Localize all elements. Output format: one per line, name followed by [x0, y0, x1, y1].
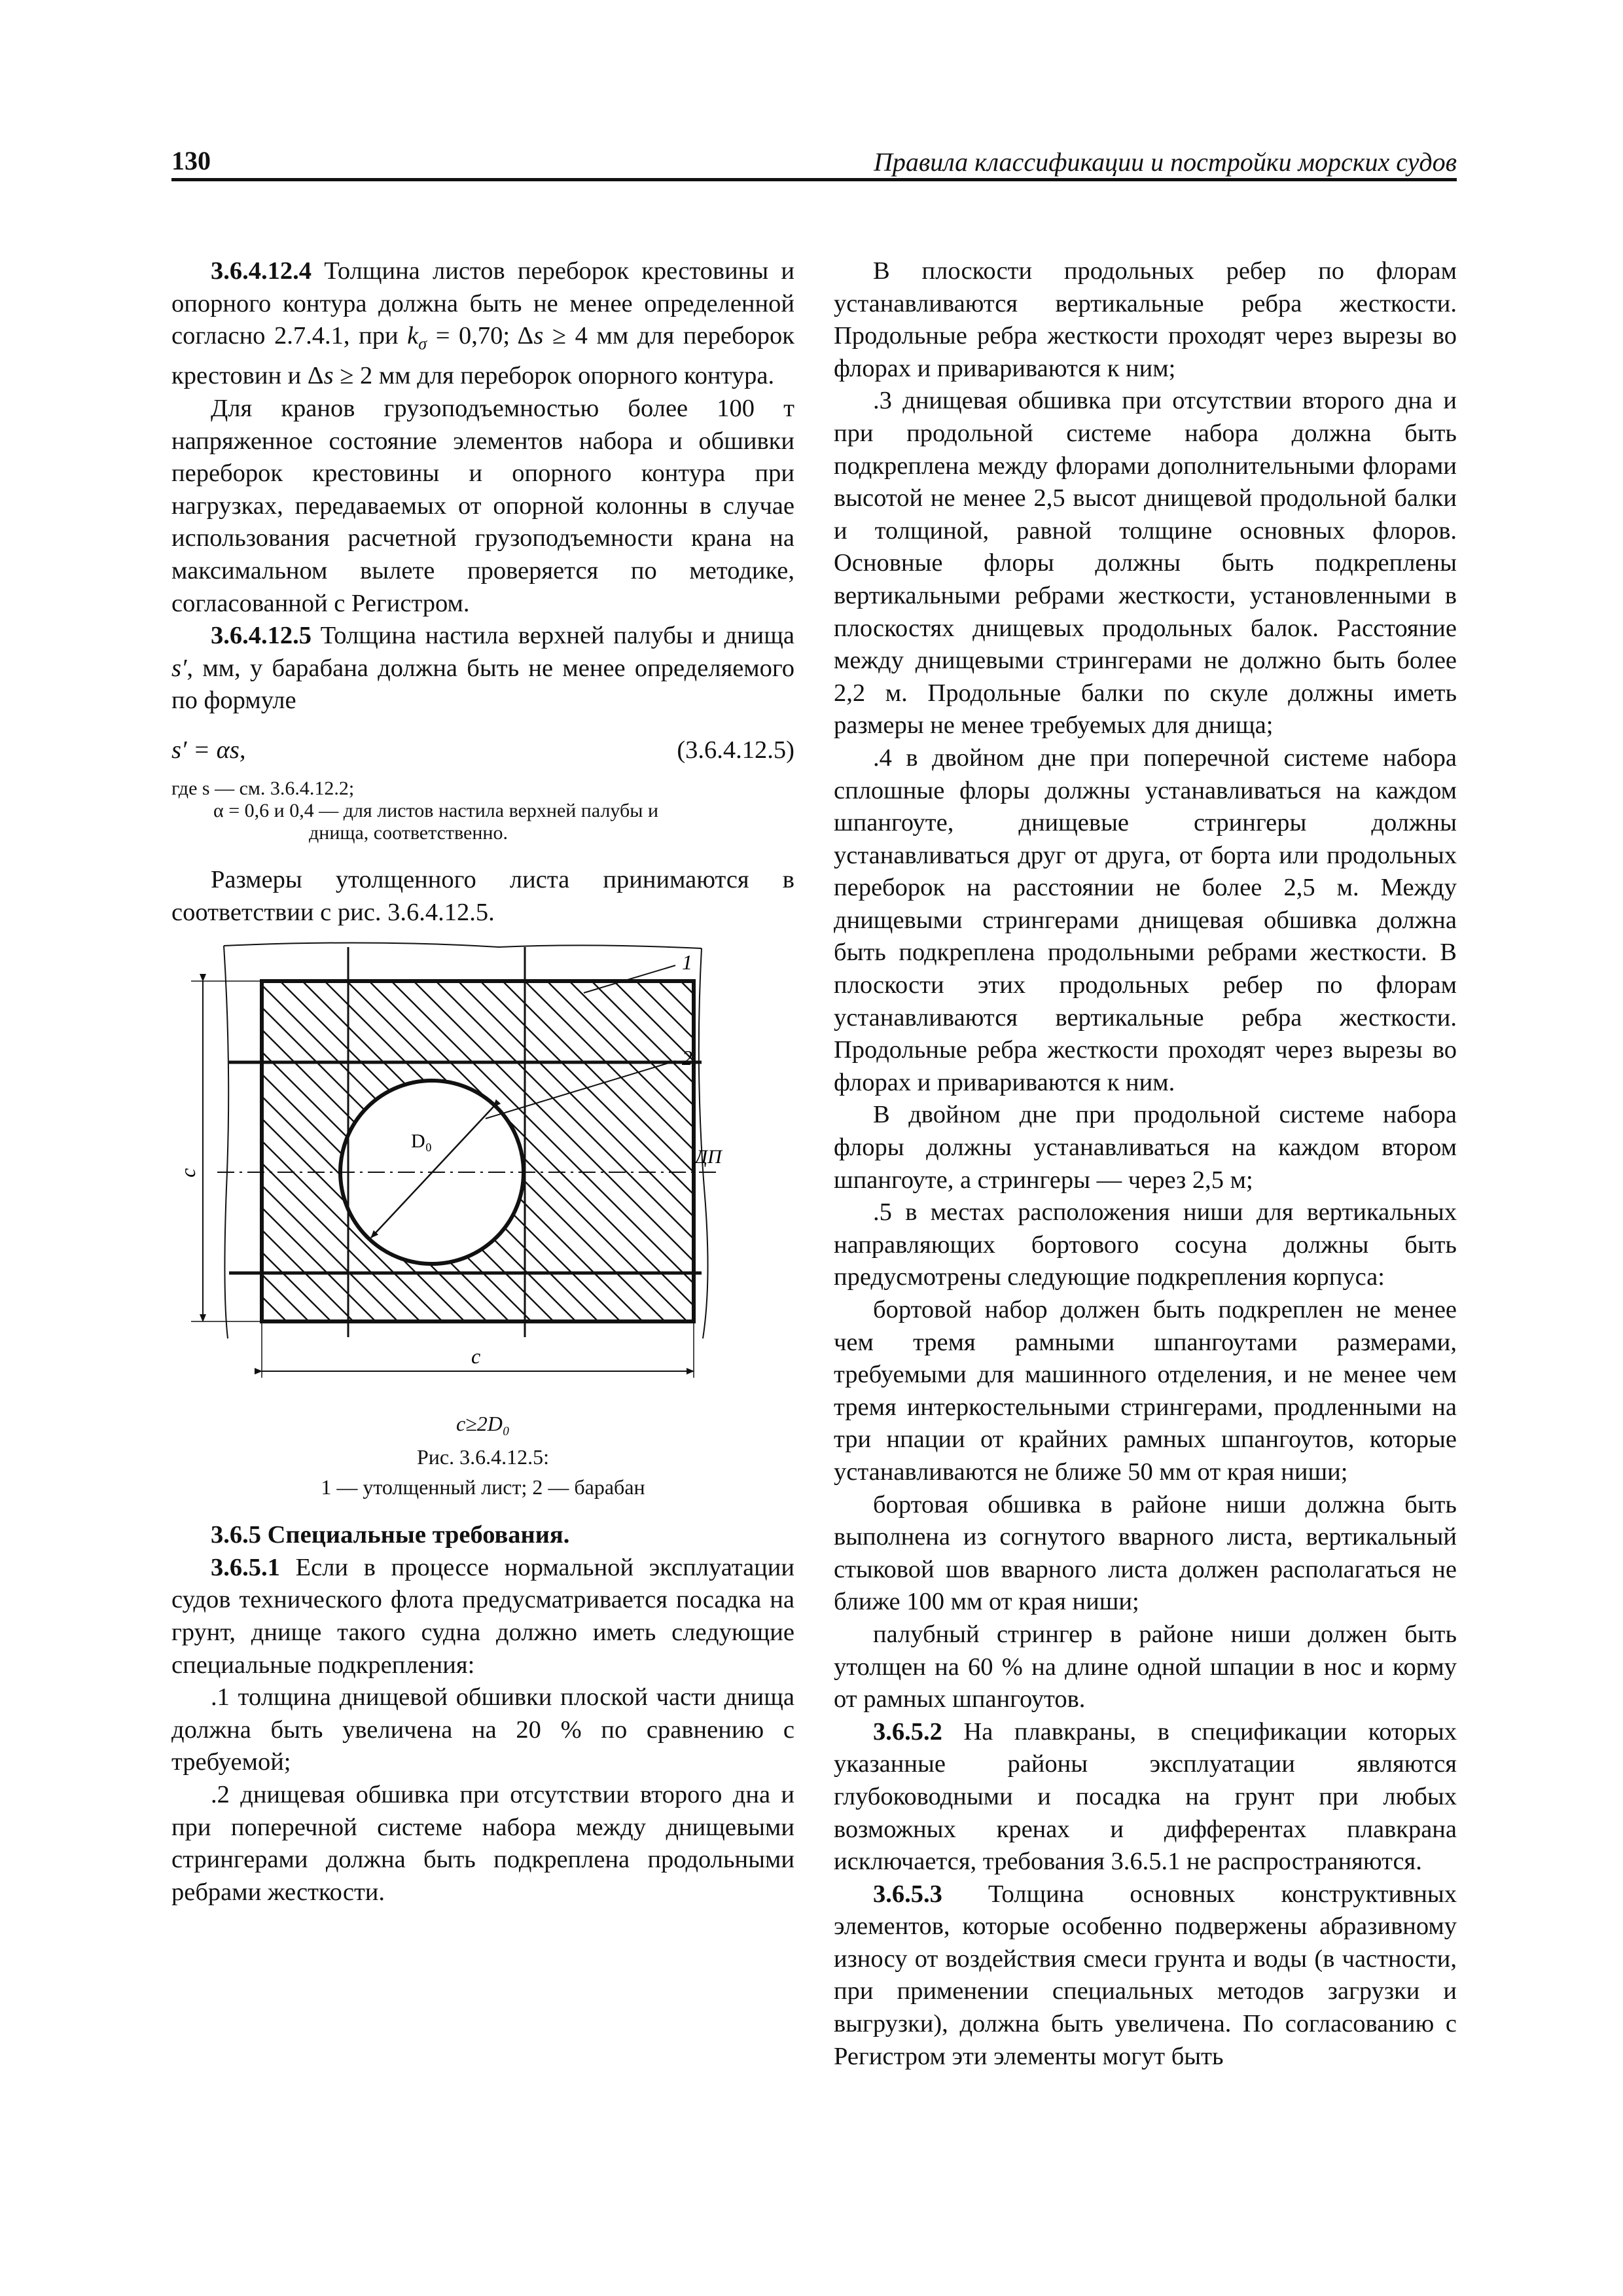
running-title: Правила классификации и постройки морских судов — [873, 147, 1457, 177]
text-run: ≥ 4 мм для переборок крестовин и Δ — [171, 322, 794, 390]
text-run: Толщина листов переборок крестовины и опорного контура должна быть не менее определенной согласно 2.7.4.1, при — [171, 257, 794, 350]
label-dp: ДП — [695, 1146, 722, 1168]
text-run: = 0,70; Δ — [427, 322, 534, 350]
formula-legend — [171, 778, 794, 844]
paragraph-3-6-5-2 — [834, 1716, 1457, 1878]
list-item-4: .4 в двойном дне при поперечной системе набора сплошные флоры должны устанавливаться на каждом шпангоуте, днищевые стрингеры должны устанавливаться друг от друга, от борта или продольных переборок на расстоянии не более 2,5 м. Между днищевыми стрингерами днищевая обшивка должна быть подкреплена продольными ребрами жесткости. В плоскости этих продольных ребер по флорам устанавливаются вертикальные ребра жесткости. Продольные ребра жесткости проходят через вырезы во флорах и привариваются к ним. — [834, 744, 1457, 1096]
paragraph-double-bottom: В двойном дне при продольной системе набора флоры должны устанавливаться на каждом втором шпангоуте, а стрингеры — через 2,5 м; — [834, 1101, 1457, 1194]
label-c-bottom: c — [471, 1344, 481, 1369]
figure-drawing — [171, 939, 794, 1397]
text-run: , мм, у барабана должна быть не менее определяемого по формуле — [171, 654, 794, 715]
text-run: ≥ 2 мм для переборок опорного контура. — [333, 362, 775, 390]
paragraph-3-6-5-1 — [171, 1552, 794, 1681]
section-number: 3.6.5 — [211, 1521, 261, 1549]
text-run: Толщина настила верхней палубы и днища — [312, 622, 794, 650]
paragraph-cranes: Для кранов грузоподъемностью более 100 т напряженное состояние элементов набора и обшивки переборок крестовины и опорного контура при нагрузках, передаваемых от опорной колонны в случае использования расчетной грузоподъемности крана на максимальном вылете проверяется по методике, согласованной с Регистром. — [171, 395, 794, 617]
paragraph-ribs: В плоскости продольных ребер по флорам устанавливаются вертикальные ребра жесткости. Продольные ребра жесткости проходят через вырезы во флорах и привариваются к ним; — [834, 257, 1457, 382]
paragraph-side-shell: бортовая обшивка в районе ниши должна быть выполнена из согнутого вварного листа, вертикальный стыковой шов вварного листа должен располагаться не ближе 100 мм от края ниши; — [834, 1490, 1457, 1616]
break-line-top — [224, 943, 702, 949]
break-line-left — [224, 946, 228, 1338]
formula — [171, 726, 794, 775]
section-title: Специальные требования. — [261, 1521, 570, 1549]
label-c-side: c — [176, 1168, 200, 1178]
figure-caption-text: 1 — утолщенный лист; 2 — барабан — [321, 1475, 645, 1499]
formula-expression: s′ = αs, — [171, 736, 246, 764]
symbol-s: s — [533, 322, 544, 350]
section-heading-3-6-5 — [171, 1519, 794, 1552]
symbol-s: s — [323, 362, 334, 390]
list-item-3: .3 днищевая обшивка при отсутствии второго дна и при продольной системе набора должна быть подкреплена между флорами дополнительными флорами высотой не менее 2,5 высот днищевой продольной балки и толщиной, равной толщине основных флоров. Основные флоры должны быть подкреплены вертикальными ребрами жесткости, установленными в плоскостях днищевых продольных балок. Расстояние между днищевыми стрингерами не должно быть более 2,2 м. Продольные балки по скуле должны иметь размеры не менее требуемых для днища; — [834, 387, 1457, 740]
figure-thickened-plate — [171, 939, 794, 1499]
figure-condition: c≥2D₀ — [456, 1411, 510, 1435]
header-rule — [171, 178, 1457, 181]
list-item-5: .5 в местах расположения ниши для вертикальных направляющих бортового сосуна должны быть предусмотрены следующие подкрепления корпуса: — [834, 1198, 1457, 1291]
clause-number: 3.6.5.3 — [873, 1880, 942, 1908]
clause-number: 3.6.4.12.4 — [211, 257, 312, 285]
paragraph-3-6-4-12-5 — [171, 620, 794, 717]
figure-caption-title: Рис. 3.6.4.12.5: — [416, 1445, 549, 1469]
page-number: 130 — [171, 146, 211, 175]
paragraph-3-6-4-12-4 — [171, 255, 794, 393]
formula-number: (3.6.4.12.5) — [677, 736, 794, 764]
list-item-1: .1 толщина днищевой обшивки плоской части днища должна быть увеличена на 20 % по сравнению с требуемой; — [171, 1683, 794, 1776]
symbol-s-prime: s′ — [171, 654, 187, 682]
clause-number: 3.6.4.12.5 — [211, 622, 312, 650]
legend-line: днища, соответственно. — [309, 822, 508, 844]
text-run: На плавкраны, в спецификации которых указанные районы эксплуатации являются глубоководными и посадка на грунт при любых возможных кренах и дифферентах плавкрана исключается, требования 3.6.5.1 не распространяются. — [834, 1717, 1457, 1876]
break-line-right — [699, 948, 708, 1338]
paragraph-deck-stringer: палубный стрингер в районе ниши должен быть утолщен на 60 % на длине одной шпации в нос и корму от рамных шпангоутов. — [834, 1620, 1457, 1713]
clause-number: 3.6.5.1 — [211, 1553, 280, 1581]
label-d0: D₀ — [411, 1130, 433, 1153]
paragraph-side-framing: бортовой набор должен быть подкреплен не менее чем тремя рамными шпангоутами размерами, требуемыми для машинного отделения, и не менее чем тремя интеркостельными стрингерами, продленными на три нпации от крайних рамных шпангоутов, которые устанавливаются не ближе 50 мм от края ниши; — [834, 1296, 1457, 1486]
symbol-sigma: σ — [418, 334, 427, 353]
text-run: Если в процессе нормальной эксплуатации судов технического флота предусматривается посадка на грунт, днище такого судна должно иметь следующие специальные подкрепления: — [171, 1553, 794, 1679]
legend-line: α = 0,6 и 0,4 — для листов настила верхней палубы и — [213, 800, 658, 821]
list-item-2: .2 днищевая обшивка при отсутствии второго дна и при поперечной системе набора между днищевыми стрингерами должна быть подкреплена продольными ребрами жесткости. — [171, 1780, 794, 1906]
clause-number: 3.6.5.2 — [873, 1717, 942, 1746]
paragraph-sizes: Размеры утолщенного листа принимаются в соответствии с рис. 3.6.4.12.5. — [171, 866, 794, 926]
right-column — [834, 255, 1457, 2073]
paragraph-3-6-5-3 — [834, 1878, 1457, 2073]
left-column — [171, 255, 794, 1909]
label-1: 1 — [682, 950, 692, 975]
symbol-k: k — [407, 322, 419, 350]
text-run: Толщина основных конструктивных элементов, которые особенно подвержены абразивному износу от воздействия смеси грунта и воды (в частности, при применении специальных методов загрузки и выгрузки), должна быть увеличена. По согласованию с Регистром эти элементы могут быть — [834, 1880, 1457, 2070]
legend-line: где s — см. 3.6.4.12.2; — [171, 778, 355, 799]
page-header — [171, 145, 1457, 177]
label-2: 2 — [682, 1046, 692, 1070]
